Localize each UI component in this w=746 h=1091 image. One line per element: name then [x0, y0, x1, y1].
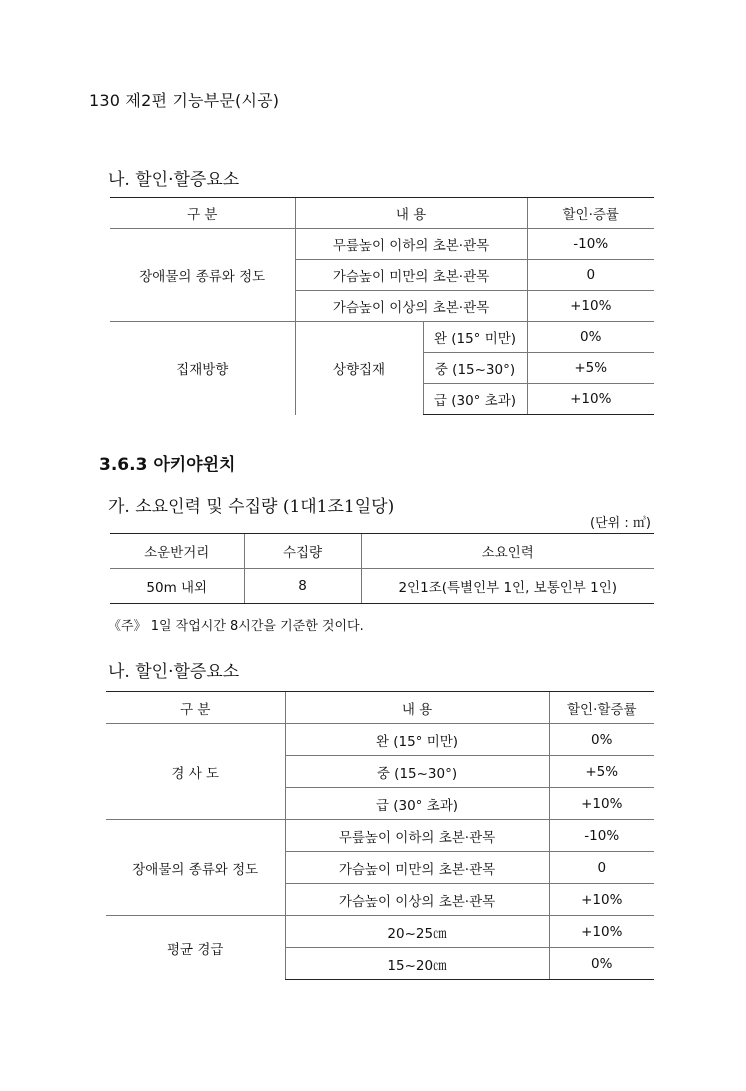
- content-cell: 가슴높이 이상의 초본·관목: [295, 291, 527, 322]
- section-heading-discount-1: 나. 할인·할증요소: [108, 170, 240, 190]
- content-cell: 급 (30° 초과): [423, 384, 527, 415]
- rate-cell: -10%: [549, 820, 654, 852]
- column-header: 내 용: [285, 692, 549, 724]
- content-cell: 무릎높이 이하의 초본·관목: [295, 229, 527, 260]
- amount-cell: 8: [244, 569, 361, 604]
- section-heading-manpower: 가. 소요인력 및 수집량 (1대1조1일당): [108, 497, 395, 517]
- rate-cell: 0: [549, 852, 654, 884]
- table-header-row: [110, 534, 654, 569]
- table-header-row: [110, 198, 654, 229]
- page-header: 130 제2편 기능부문(시공): [89, 91, 280, 110]
- manpower-cell: 2인1조(특별인부 1인, 보통인부 1인): [361, 569, 654, 604]
- table-row: [110, 229, 654, 260]
- category-label: 장애물의 종류와 정도: [106, 820, 285, 916]
- rate-cell: 0: [527, 260, 654, 291]
- table-row: [110, 569, 654, 604]
- content-cell: 가슴높이 이상의 초본·관목: [285, 884, 549, 916]
- rate-cell: 0%: [527, 322, 654, 353]
- column-header: 소운반거리: [110, 534, 244, 569]
- column-header: 내 용: [295, 198, 527, 229]
- category-label: 경 사 도: [106, 724, 285, 820]
- discount-table-2: [106, 691, 654, 980]
- column-header: 구 분: [110, 198, 295, 229]
- table-row: [106, 916, 654, 948]
- column-header: 수집량: [244, 534, 361, 569]
- content-cell: 중 (15~30°): [285, 756, 549, 788]
- subcategory-label: 상향집재: [295, 322, 423, 415]
- table-row: [110, 322, 654, 353]
- category-label: 장애물의 종류와 정도: [110, 229, 295, 322]
- rate-cell: +10%: [549, 916, 654, 948]
- content-cell: 완 (15° 미만): [285, 724, 549, 756]
- discount-table-1: [110, 197, 654, 415]
- category-label: 평균 경급: [106, 916, 285, 980]
- distance-cell: 50m 내외: [110, 569, 244, 604]
- column-header: 할인·증률: [527, 198, 654, 229]
- category-label: 집재방향: [110, 322, 295, 415]
- content-cell: 20~25㎝: [285, 916, 549, 948]
- manpower-table: [110, 533, 654, 604]
- rate-cell: +10%: [549, 884, 654, 916]
- content-cell: 중 (15~30°): [423, 353, 527, 384]
- column-header: 소요인력: [361, 534, 654, 569]
- rate-cell: +10%: [527, 291, 654, 322]
- column-header: 할인·할증률: [549, 692, 654, 724]
- footnote: 《주》 1일 작업시간 8시간을 기준한 것이다.: [108, 619, 364, 634]
- rate-cell: +5%: [527, 353, 654, 384]
- table-row: [106, 724, 654, 756]
- rate-cell: -10%: [527, 229, 654, 260]
- rate-cell: 0%: [549, 948, 654, 980]
- content-cell: 무릎높이 이하의 초본·관목: [285, 820, 549, 852]
- section-title: 3.6.3 아키야윈치: [99, 455, 236, 475]
- rate-cell: +5%: [549, 756, 654, 788]
- rate-cell: 0%: [549, 724, 654, 756]
- content-cell: 가슴높이 미만의 초본·관목: [285, 852, 549, 884]
- content-cell: 급 (30° 초과): [285, 788, 549, 820]
- table-row: [106, 820, 654, 852]
- column-header: 구 분: [106, 692, 285, 724]
- table-header-row: [106, 692, 654, 724]
- unit-label: (단위 : ㎥): [590, 516, 651, 531]
- section-heading-discount-2: 나. 할인·할증요소: [108, 662, 240, 682]
- rate-cell: +10%: [527, 384, 654, 415]
- content-cell: 15~20㎝: [285, 948, 549, 980]
- rate-cell: +10%: [549, 788, 654, 820]
- content-cell: 완 (15° 미만): [423, 322, 527, 353]
- content-cell: 가슴높이 미만의 초본·관목: [295, 260, 527, 291]
